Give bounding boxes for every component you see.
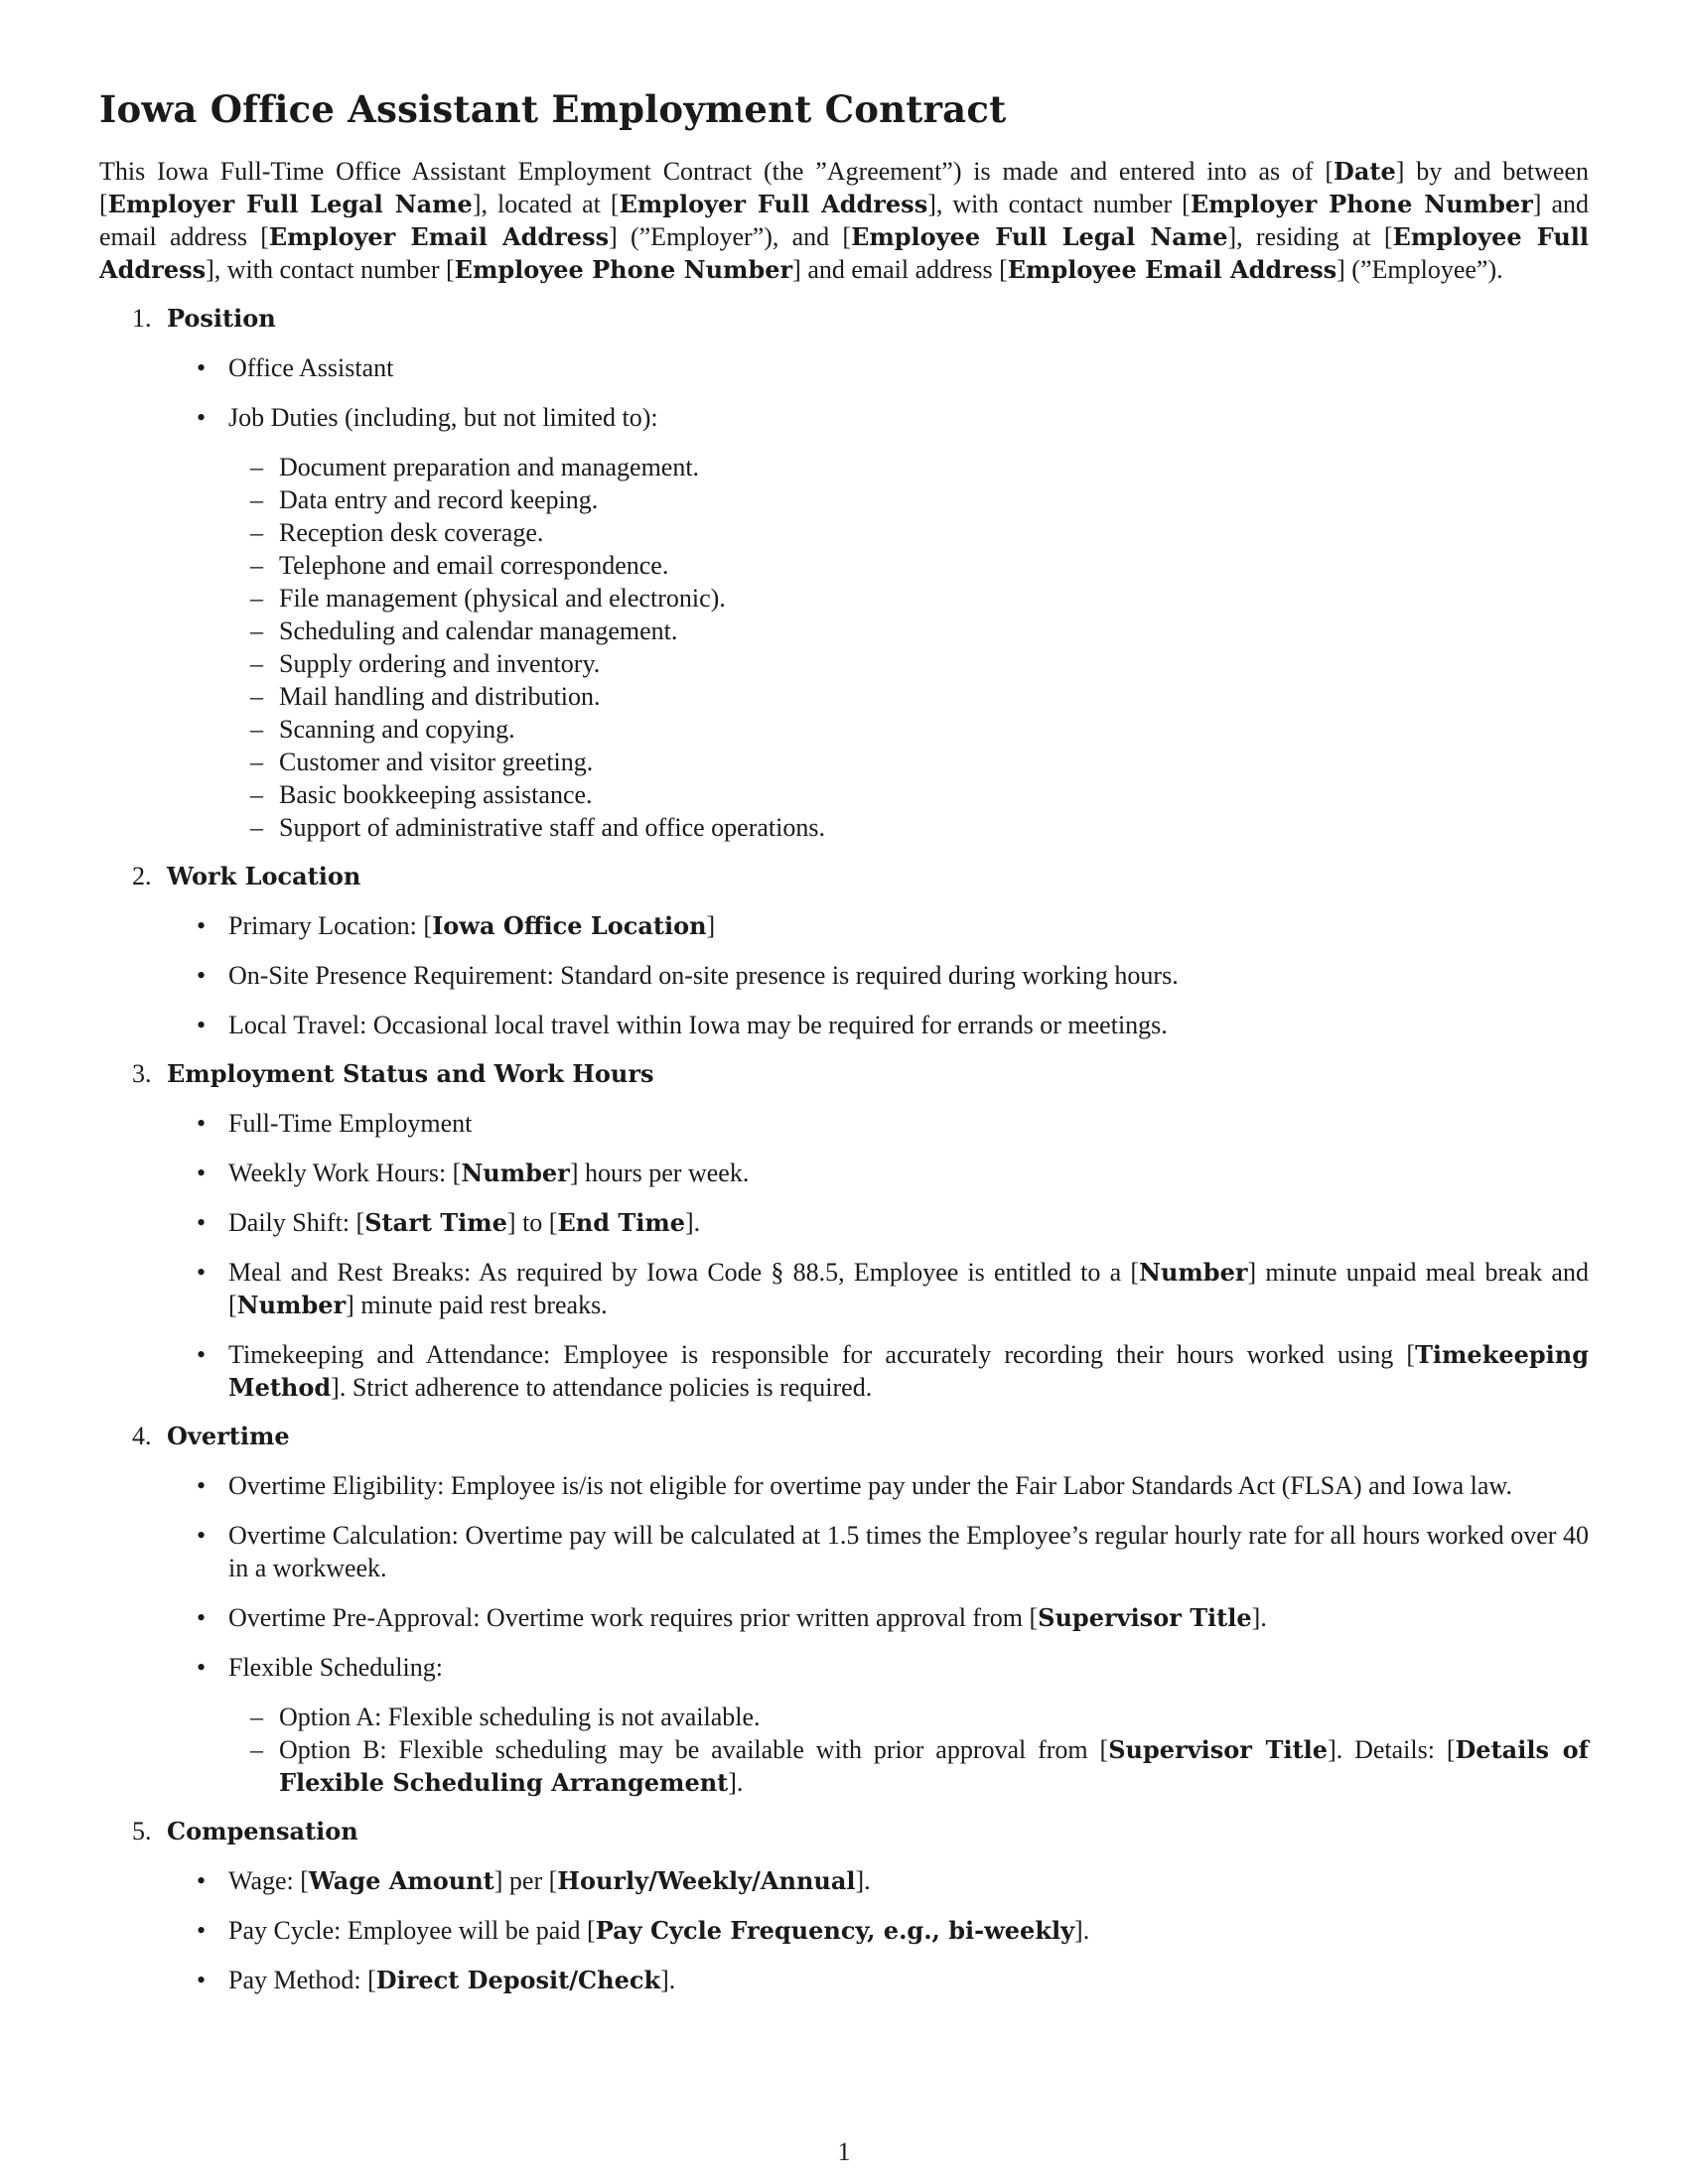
- placeholder-field: Start Time: [364, 1208, 507, 1238]
- bullet-item: [99, 1864, 1589, 1897]
- bullet-item: [99, 1157, 1589, 1189]
- sub-list-item: [99, 483, 1589, 516]
- text-run: ] and email address [: [792, 255, 1008, 285]
- text-run: Weekly Work Hours: [: [228, 1159, 462, 1188]
- sub-list-item: [99, 680, 1589, 713]
- section: [99, 302, 1589, 844]
- sub-list-item: [99, 614, 1589, 647]
- text-run: Customer and visitor greeting.: [279, 748, 594, 777]
- placeholder-field: Pay Cycle Frequency, e.g., bi-weekly: [595, 1916, 1075, 1946]
- bullet-item: [99, 351, 1589, 384]
- bullet-item: [99, 1009, 1589, 1041]
- section-title: Position: [167, 304, 276, 334]
- bullet-item: [99, 1469, 1589, 1502]
- placeholder-field: Employer Full Legal Name: [107, 190, 473, 219]
- text-run: Pay Cycle: Employee will be paid [: [228, 1916, 596, 1946]
- text-run: Flexible Scheduling:: [228, 1653, 443, 1683]
- placeholder-field: Employer Email Address: [268, 222, 610, 252]
- bullet-icon: •: [197, 1866, 207, 1896]
- bullet-icon: •: [197, 1653, 207, 1683]
- placeholder-field: Employee Full Legal Name: [851, 222, 1228, 252]
- section-number: 2.: [132, 862, 152, 891]
- sub-list-item: [99, 647, 1589, 680]
- text-run: ] to [: [506, 1208, 558, 1238]
- section-heading: [99, 1420, 1589, 1452]
- bullet-item: [99, 1519, 1589, 1584]
- bullet-icon: •: [197, 1109, 207, 1139]
- text-run: ].: [660, 1966, 676, 1995]
- text-run: On-Site Presence Requirement: Standard on-site presence is required during working hours.: [228, 961, 1179, 991]
- placeholder-field: Employee Email Address: [1007, 255, 1337, 285]
- placeholder-field: Supervisor Title: [1108, 1735, 1329, 1765]
- text-run: ] minute unpaid meal break and [: [228, 1258, 1589, 1320]
- text-run: ].: [855, 1866, 871, 1896]
- dash-icon: –: [250, 584, 263, 614]
- dash-icon: –: [250, 715, 263, 745]
- section: [99, 1815, 1589, 1996]
- section: [99, 1057, 1589, 1404]
- bullet-item: [99, 959, 1589, 992]
- placeholder-field: Hourly/Weekly/Annual: [557, 1866, 856, 1896]
- placeholder-field: Iowa Office Location: [432, 911, 707, 941]
- dash-icon: –: [250, 1735, 263, 1765]
- section-title: Work Location: [167, 862, 361, 891]
- text-run: ] (”Employee”).: [1336, 255, 1503, 285]
- text-run: ] minute paid rest breaks.: [346, 1291, 608, 1320]
- section-number: 5.: [132, 1817, 152, 1846]
- placeholder-field: Supervisor Title: [1038, 1603, 1252, 1633]
- sub-list-item: [99, 746, 1589, 778]
- text-run: This Iowa Full-Time Office Assistant Employment Contract (the ”Agreement”) is made and entered into as of [: [99, 157, 1335, 187]
- placeholder-field: Date: [1334, 157, 1396, 187]
- bullet-icon: •: [197, 1208, 207, 1238]
- placeholder-field: Wage Amount: [308, 1866, 494, 1896]
- text-run: Option B: Flexible scheduling may be available with prior approval from [: [279, 1735, 1109, 1765]
- text-run: Document preparation and management.: [279, 453, 700, 482]
- text-run: Support of administrative staff and office operations.: [279, 813, 825, 843]
- bullet-item: [99, 1206, 1589, 1239]
- placeholder-field: Number: [236, 1291, 347, 1320]
- text-run: Overtime Pre-Approval: Overtime work requires prior written approval from [: [228, 1603, 1039, 1633]
- text-run: Overtime Eligibility: Employee is/is not eligible for overtime pay under the Fair Labor Standards Act (FLSA) and Iowa law.: [228, 1471, 1512, 1501]
- sub-list-item: [99, 778, 1589, 811]
- text-run: Full-Time Employment: [228, 1109, 473, 1139]
- dash-icon: –: [250, 518, 263, 548]
- bullet-item: [99, 1338, 1589, 1404]
- text-run: Scanning and copying.: [279, 715, 515, 745]
- bullet-item: [99, 1651, 1589, 1684]
- text-run: ].: [1251, 1603, 1267, 1633]
- dash-icon: –: [250, 1703, 263, 1732]
- section-heading: [99, 302, 1589, 335]
- bullet-item: [99, 909, 1589, 942]
- text-run: ] (”Employer”), and [: [609, 222, 852, 252]
- dash-icon: –: [250, 551, 263, 581]
- text-run: Pay Method: [: [228, 1966, 376, 1995]
- text-run: Timekeeping and Attendance: Employee is responsible for accurately recording their hours worked using [: [228, 1340, 1416, 1370]
- text-run: ].: [685, 1208, 701, 1238]
- dash-icon: –: [250, 485, 263, 515]
- section-number: 3.: [132, 1059, 152, 1089]
- bullet-icon: •: [197, 1340, 207, 1370]
- section-title: Overtime: [167, 1422, 290, 1451]
- text-run: Primary Location: [: [228, 911, 433, 941]
- placeholder-field: Details of Flexible Scheduling Arrangement: [279, 1735, 1589, 1798]
- text-run: Job Duties (including, but not limited to):: [228, 403, 658, 433]
- section-number: 4.: [132, 1422, 152, 1451]
- text-run: ] hours per week.: [569, 1159, 750, 1188]
- dash-icon: –: [250, 453, 263, 482]
- text-run: ], located at [: [472, 190, 620, 219]
- text-run: ].: [728, 1768, 744, 1798]
- bullet-icon: •: [197, 403, 207, 433]
- text-run: Telephone and email correspondence.: [279, 551, 669, 581]
- section-title: Compensation: [167, 1817, 358, 1846]
- text-run: ], residing at [: [1227, 222, 1393, 252]
- text-run: Reception desk coverage.: [279, 518, 544, 548]
- placeholder-field: Employer Full Address: [619, 190, 928, 219]
- placeholder-field: Number: [461, 1159, 570, 1188]
- dash-icon: –: [250, 780, 263, 810]
- bullet-icon: •: [197, 961, 207, 991]
- placeholder-field: Direct Deposit/Check: [375, 1966, 661, 1995]
- sub-list-item: [99, 451, 1589, 483]
- bullet-icon: •: [197, 1159, 207, 1188]
- placeholder-field: Timekeeping Method: [228, 1340, 1589, 1403]
- text-run: Mail handling and distribution.: [279, 682, 601, 712]
- section-number: 1.: [132, 304, 152, 334]
- bullet-icon: •: [197, 1521, 207, 1551]
- text-run: ], with contact number [: [927, 190, 1191, 219]
- sub-list-item: [99, 516, 1589, 549]
- text-run: Scheduling and calendar management.: [279, 616, 678, 646]
- text-run: Daily Shift: [: [228, 1208, 365, 1238]
- sub-list-item: [99, 1701, 1589, 1733]
- section-heading: [99, 1815, 1589, 1847]
- bullet-item: [99, 401, 1589, 434]
- bullet-item: [99, 1107, 1589, 1140]
- placeholder-field: Employee Phone Number: [454, 255, 793, 285]
- sub-list: [99, 451, 1589, 844]
- text-run: ].: [1074, 1916, 1090, 1946]
- dash-icon: –: [250, 748, 263, 777]
- section: [99, 1420, 1589, 1799]
- dash-icon: –: [250, 813, 263, 843]
- text-run: Meal and Rest Breaks: As required by Iowa Code § 88.5, Employee is entitled to a [: [228, 1258, 1140, 1288]
- sub-list-item: [99, 811, 1589, 844]
- text-run: File management (physical and electronic).: [279, 584, 726, 614]
- text-run: Overtime Calculation: Overtime pay will be calculated at 1.5 times the Employee’s regular hourly rate for all hours worked over 40 in a workweek.: [228, 1521, 1589, 1583]
- bullet-item: [99, 1914, 1589, 1947]
- sub-list-item: [99, 582, 1589, 614]
- dash-icon: –: [250, 616, 263, 646]
- text-run: ]. Strict adherence to attendance policies is required.: [331, 1373, 873, 1403]
- placeholder-field: Employee Full Address: [99, 222, 1589, 285]
- text-run: ]: [706, 911, 716, 941]
- text-run: Option A: Flexible scheduling is not available.: [279, 1703, 761, 1732]
- text-run: Office Assistant: [228, 353, 394, 383]
- bullet-icon: •: [197, 1471, 207, 1501]
- placeholder-field: Number: [1139, 1258, 1248, 1288]
- bullet-icon: •: [197, 1966, 207, 1995]
- bullet-item: [99, 1256, 1589, 1321]
- section: [99, 860, 1589, 1041]
- text-run: ]. Details: [: [1328, 1735, 1456, 1765]
- text-run: ] and email address [: [99, 190, 1589, 252]
- dash-icon: –: [250, 649, 263, 679]
- text-run: Supply ordering and inventory.: [279, 649, 601, 679]
- page-number: 1: [837, 2137, 851, 2166]
- section-heading: [99, 1057, 1589, 1090]
- text-run: ] per [: [493, 1866, 558, 1896]
- bullet-item: [99, 1964, 1589, 1996]
- placeholder-field: End Time: [557, 1208, 685, 1238]
- sub-list-item: [99, 1733, 1589, 1799]
- section-title: Employment Status and Work Hours: [167, 1059, 654, 1089]
- bullet-icon: •: [197, 353, 207, 383]
- bullet-icon: •: [197, 1916, 207, 1946]
- placeholder-field: Employer Phone Number: [1190, 190, 1533, 219]
- text-run: Wage: [: [228, 1866, 309, 1896]
- text-run: ], with contact number [: [206, 255, 455, 285]
- text-run: Basic bookkeeping assistance.: [279, 780, 593, 810]
- bullet-icon: •: [197, 1603, 207, 1633]
- document-title: Iowa Office Assistant Employment Contract: [99, 87, 1007, 131]
- sections-list: [99, 302, 1589, 1996]
- dash-icon: –: [250, 682, 263, 712]
- bullet-icon: •: [197, 911, 207, 941]
- text-run: Local Travel: Occasional local travel within Iowa may be required for errands or meetings.: [228, 1011, 1168, 1040]
- sub-list-item: [99, 713, 1589, 746]
- sub-list-item: [99, 549, 1589, 582]
- text-run: Data entry and record keeping.: [279, 485, 599, 515]
- document-page: [99, 87, 1589, 1996]
- bullet-icon: •: [197, 1258, 207, 1288]
- sub-list: [99, 1701, 1589, 1799]
- bullet-icon: •: [197, 1011, 207, 1040]
- bullet-item: [99, 1601, 1589, 1634]
- intro-paragraph: [99, 155, 1589, 286]
- section-heading: [99, 860, 1589, 892]
- text-run: ] by and between [: [99, 157, 1589, 219]
